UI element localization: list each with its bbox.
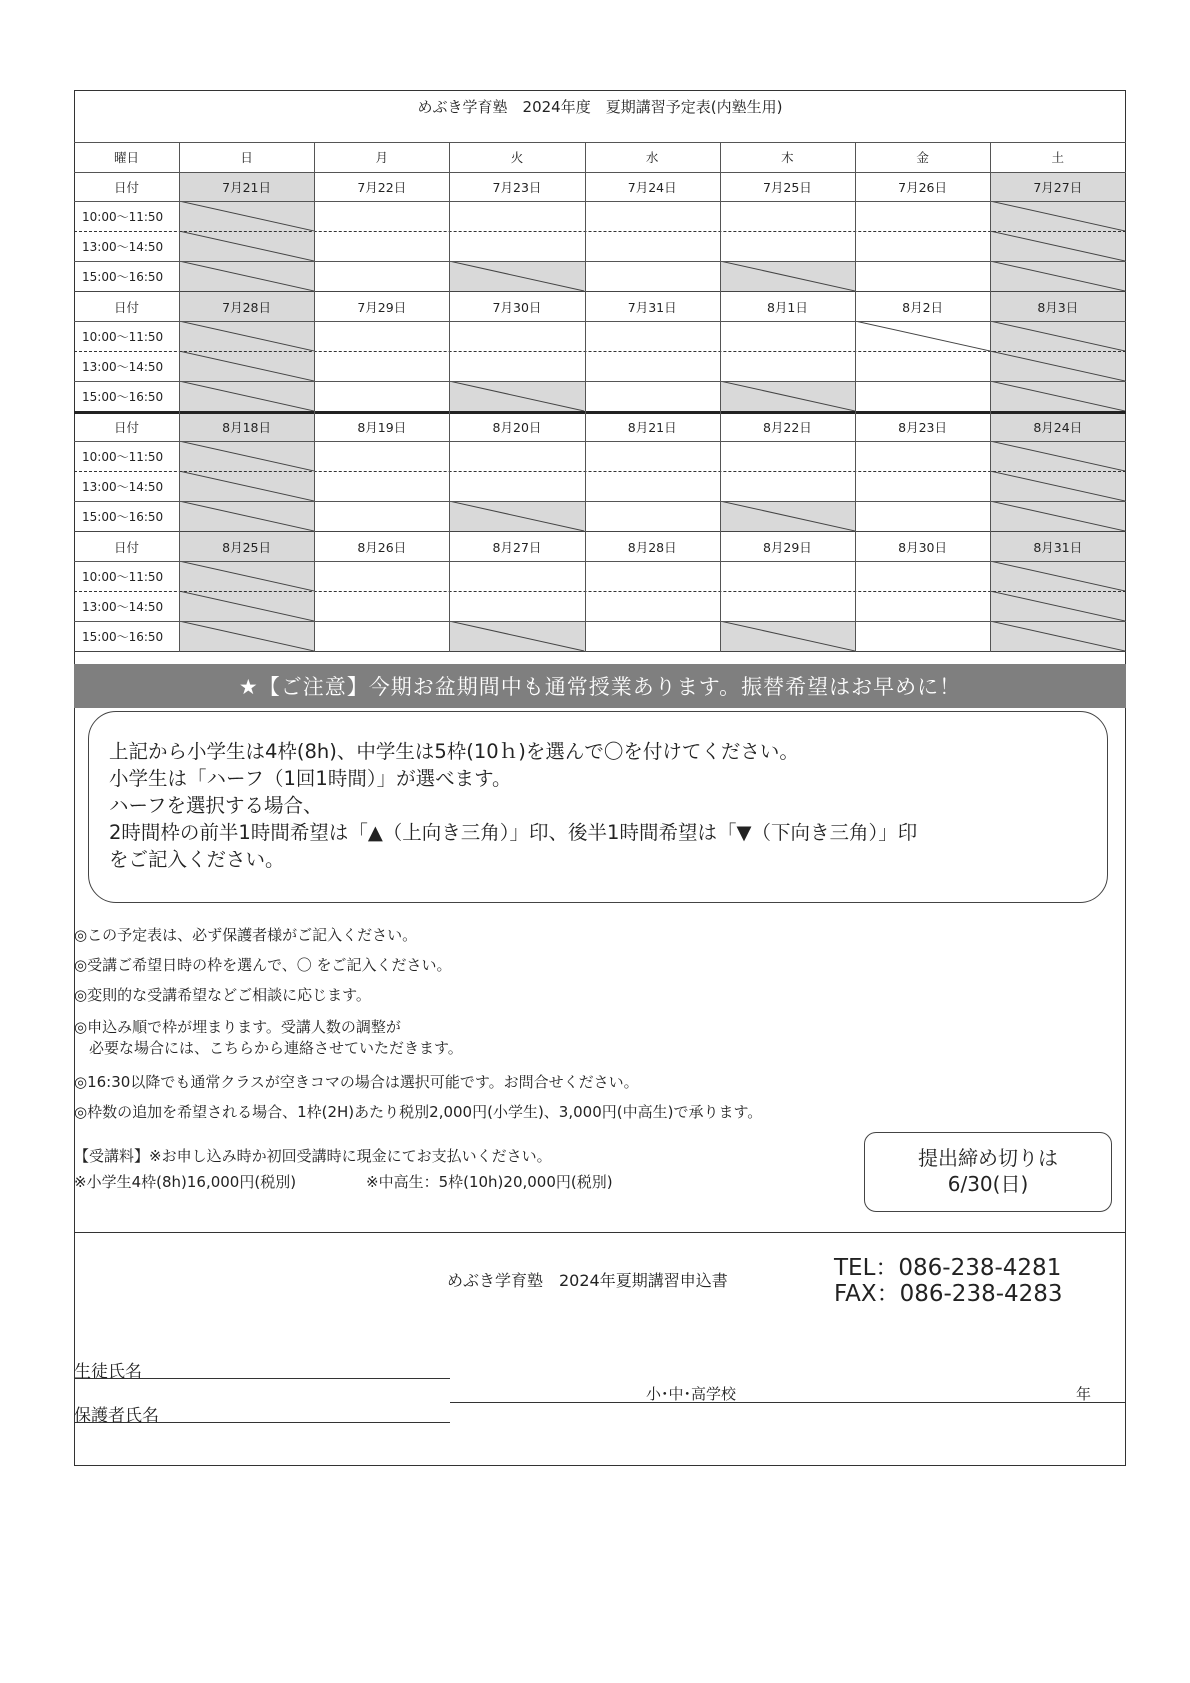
- date-cell: 8月31日: [990, 532, 1125, 561]
- date-cell: 7月28日: [179, 292, 314, 321]
- slash-line: [179, 261, 314, 291]
- grid-column-line: [179, 142, 180, 652]
- guardian-name-line[interactable]: [74, 1422, 450, 1423]
- slash-line: [449, 621, 584, 651]
- closed-slot-slash: [179, 261, 314, 291]
- closed-slot-slash: [179, 591, 314, 621]
- schedule-slot[interactable]: [720, 351, 855, 381]
- day-header: 月: [375, 150, 389, 165]
- fee-elementary: ※小学生4枠(8h)16,000円(税別): [74, 1173, 297, 1191]
- closed-slot-slash: [990, 561, 1125, 591]
- closed-slot-slash: [720, 381, 855, 411]
- slash-line: [179, 591, 314, 621]
- schedule-slot: [449, 381, 584, 411]
- day-header: 日: [240, 150, 253, 165]
- slash-line: [990, 231, 1125, 261]
- time-slot-label: 13:00～14:50: [82, 479, 164, 494]
- slash-line: [179, 621, 314, 651]
- slash-line: [179, 201, 314, 231]
- slash-line: [179, 441, 314, 471]
- grid-column-line: [990, 142, 991, 652]
- schedule-slot[interactable]: [449, 201, 584, 231]
- date-cell: 7月31日: [627, 299, 677, 315]
- grid-line: [74, 201, 1126, 202]
- time-slot-label: 10:00～11:50: [82, 449, 164, 464]
- closed-slot-slash: [179, 381, 314, 411]
- date-row-label: 日付: [113, 179, 139, 195]
- grid-line: [74, 142, 1126, 143]
- closed-slot-slash: [990, 351, 1125, 381]
- closed-slot-slash: [990, 261, 1125, 291]
- time-slot-label: 15:00～16:50: [82, 629, 164, 644]
- instruction-line: 上記から小学生は4枠(8h)、中学生は5枠(10ｈ)を選んで〇を付けてください。: [109, 740, 799, 763]
- grid-line: [74, 531, 1126, 532]
- schedule-slot: [720, 501, 855, 531]
- schedule-slot[interactable]: [314, 561, 449, 591]
- note-item: ◎受講ご希望日時の枠を選んで、〇 をご記入ください。: [74, 956, 452, 974]
- school-grade-line[interactable]: [450, 1402, 1126, 1403]
- date-cell: 7月27日: [990, 172, 1125, 201]
- schedule-slot[interactable]: [855, 501, 990, 531]
- deadline-date: 6/30(日): [947, 1172, 1029, 1196]
- schedule-slot[interactable]: [585, 381, 720, 411]
- slash-line: [179, 471, 314, 501]
- schedule-slot: [179, 381, 314, 411]
- date-cell: 7月22日: [357, 179, 407, 195]
- schedule-slot: [990, 441, 1125, 471]
- grid-line: [74, 261, 1126, 262]
- schedule-slot: [990, 621, 1125, 651]
- schedule-slot[interactable]: [585, 561, 720, 591]
- schedule-slot[interactable]: [314, 381, 449, 411]
- date-cell: 7月25日: [762, 179, 812, 195]
- note-item: ◎枠数の追加を希望される場合、1枠(2H)あたり税別2,000円(小学生)、3,000円(中高生)で承ります。: [74, 1103, 763, 1121]
- date-row-label: 日付: [113, 419, 139, 435]
- closed-slot-slash: [179, 501, 314, 531]
- date-cell: 8月19日: [357, 419, 407, 435]
- grid-line: [74, 231, 1126, 232]
- date-cell: 8月26日: [357, 539, 407, 555]
- closed-slot-slash: [990, 381, 1125, 411]
- closed-slot-slash: [449, 501, 584, 531]
- schedule-slot: [179, 591, 314, 621]
- slash-line: [855, 321, 990, 351]
- schedule-slot[interactable]: [855, 351, 990, 381]
- schedule-slot: [990, 561, 1125, 591]
- slash-line: [449, 261, 584, 291]
- note-item: ◎16:30以降でも通常クラスが空きコマの場合は選択可能です。お問合せください。: [74, 1073, 639, 1091]
- schedule-slot[interactable]: [449, 351, 584, 381]
- grid-line: [74, 441, 1126, 442]
- date-cell: 8月23日: [898, 419, 948, 435]
- schedule-slot[interactable]: [314, 231, 449, 261]
- day-header-corner: 曜日: [113, 150, 139, 165]
- schedule-slot: [990, 591, 1125, 621]
- grid-line: [74, 411, 1126, 414]
- schedule-slot[interactable]: [449, 321, 584, 351]
- schedule-slot[interactable]: [314, 351, 449, 381]
- slash-line: [990, 441, 1125, 471]
- schedule-slot[interactable]: [585, 591, 720, 621]
- fee-note: 【受講料】※お申し込み時か初回受講時に現金にてお支払いください。: [74, 1147, 552, 1165]
- slash-line: [179, 321, 314, 351]
- schedule-slot: [720, 381, 855, 411]
- day-header: 火: [510, 150, 524, 165]
- closed-slot-slash: [990, 441, 1125, 471]
- closed-slot-slash: [179, 231, 314, 261]
- time-slot-label: 10:00～11:50: [82, 209, 164, 224]
- schedule-slot[interactable]: [449, 441, 584, 471]
- slash-line: [990, 261, 1125, 291]
- date-cell: 8月20日: [492, 419, 542, 435]
- instruction-box: [88, 711, 1108, 903]
- closed-slot-slash: [990, 321, 1125, 351]
- grid-line: [74, 651, 1126, 652]
- schedule-slot[interactable]: [449, 471, 584, 501]
- date-cell: 8月28日: [627, 539, 677, 555]
- schedule-slot[interactable]: [720, 441, 855, 471]
- schedule-slot: [990, 321, 1125, 351]
- student-name-line[interactable]: [74, 1378, 450, 1379]
- contact-info: [834, 1255, 1063, 1307]
- schedule-slot[interactable]: [585, 441, 720, 471]
- tel-number: TEL：086-238-4281: [834, 1255, 1062, 1281]
- closed-slot-slash: [720, 621, 855, 651]
- slash-line: [179, 561, 314, 591]
- schedule-slot[interactable]: [855, 201, 990, 231]
- date-cell: 8月21日: [627, 419, 677, 435]
- grid-line: [74, 621, 1126, 622]
- student-name-label: 生徒氏名: [74, 1362, 142, 1382]
- schedule-slot: [179, 621, 314, 651]
- date-cell: 7月23日: [492, 179, 542, 195]
- schedule-slot[interactable]: [585, 351, 720, 381]
- slash-line: [449, 381, 584, 411]
- schedule-slot[interactable]: [720, 201, 855, 231]
- closed-slot-slash: [990, 471, 1125, 501]
- schedule-slot: [990, 231, 1125, 261]
- date-cell: 8月24日: [990, 412, 1125, 441]
- closed-slot-slash: [179, 321, 314, 351]
- day-header: 水: [645, 150, 659, 165]
- closed-slot-slash: [855, 321, 990, 351]
- closed-slot-slash: [179, 471, 314, 501]
- slash-line: [990, 351, 1125, 381]
- slash-line: [990, 201, 1125, 231]
- schedule-slot[interactable]: [314, 621, 449, 651]
- schedule-slot[interactable]: [720, 591, 855, 621]
- schedule-slot[interactable]: [314, 441, 449, 471]
- slash-line: [179, 351, 314, 381]
- schedule-slot: [449, 261, 584, 291]
- closed-slot-slash: [449, 621, 584, 651]
- school-label: 小･中･高学校: [646, 1385, 737, 1403]
- note-item: ◎この予定表は、必ず保護者様がご記入ください。: [74, 926, 418, 944]
- schedule-slot[interactable]: [314, 501, 449, 531]
- schedule-slot[interactable]: [585, 501, 720, 531]
- schedule-slot: [179, 321, 314, 351]
- date-row-label: 日付: [113, 539, 139, 555]
- grid-line: [74, 501, 1126, 502]
- slash-line: [990, 561, 1125, 591]
- closed-slot-slash: [179, 441, 314, 471]
- slash-line: [449, 501, 584, 531]
- time-slot-label: 10:00～11:50: [82, 569, 164, 584]
- grid-column-line: [855, 142, 856, 652]
- slash-line: [179, 231, 314, 261]
- schedule-slot[interactable]: [585, 621, 720, 651]
- notice-banner: ★【ご注意】今期お盆期間中も通常授業あります。振替希望はお早めに！: [74, 664, 1126, 708]
- date-cell: 8月22日: [762, 419, 812, 435]
- closed-slot-slash: [449, 261, 584, 291]
- schedule-slot[interactable]: [855, 261, 990, 291]
- grid-line: [74, 381, 1126, 382]
- schedule-slot[interactable]: [314, 321, 449, 351]
- date-cell: 8月27日: [492, 539, 542, 555]
- slash-line: [990, 321, 1125, 351]
- schedule-slot[interactable]: [855, 441, 990, 471]
- schedule-slot[interactable]: [855, 621, 990, 651]
- grid-line: [74, 321, 1126, 322]
- grid-column-line: [585, 142, 586, 652]
- instruction-line: 2時間枠の前半1時間希望は「▲（上向き三角）」印、後半1時間希望は「▼（下向き三角）」印: [109, 821, 918, 844]
- deadline-box: [864, 1132, 1112, 1212]
- schedule-slot: [179, 261, 314, 291]
- schedule-slot: [179, 351, 314, 381]
- schedule-slot[interactable]: [585, 261, 720, 291]
- grid-line: [74, 172, 1126, 173]
- schedule-slot[interactable]: [585, 321, 720, 351]
- schedule-slot: [179, 441, 314, 471]
- schedule-slot: [990, 501, 1125, 531]
- slash-line: [720, 261, 855, 291]
- schedule-slot: [449, 621, 584, 651]
- slash-line: [720, 381, 855, 411]
- instruction-line: をご記入ください。: [109, 848, 285, 871]
- time-slot-label: 15:00～16:50: [82, 269, 164, 284]
- schedule-slot[interactable]: [449, 561, 584, 591]
- grid-column-line: [449, 142, 450, 652]
- date-cell: 8月2日: [902, 299, 944, 315]
- schedule-slot[interactable]: [720, 561, 855, 591]
- date-cell: 7月26日: [898, 179, 948, 195]
- grid-line: [74, 351, 1126, 352]
- schedule-slot: [179, 561, 314, 591]
- grade-label: 年: [1076, 1385, 1092, 1403]
- date-cell: 8月1日: [766, 299, 808, 315]
- date-cell: 8月18日: [179, 412, 314, 441]
- document-title: めぶき学育塾 2024年度 夏期講習予定表(内塾生用): [417, 98, 783, 116]
- schedule-slot: [179, 201, 314, 231]
- schedule-slot[interactable]: [855, 321, 990, 351]
- schedule-slot: [179, 231, 314, 261]
- closed-slot-slash: [179, 621, 314, 651]
- schedule-slot[interactable]: [585, 201, 720, 231]
- note-item: 必要な場合には、こちらから連絡させていただきます。: [74, 1039, 463, 1057]
- instruction-line: 小学生は「ハーフ（1回1時間）」が選べます。: [109, 767, 512, 790]
- schedule-slot[interactable]: [585, 471, 720, 501]
- grid-line: [74, 591, 1126, 592]
- closed-slot-slash: [990, 201, 1125, 231]
- schedule-slot[interactable]: [449, 591, 584, 621]
- schedule-slot[interactable]: [855, 381, 990, 411]
- time-slot-label: 15:00～16:50: [82, 509, 164, 524]
- date-cell: 7月29日: [357, 299, 407, 315]
- day-header: 土: [1051, 150, 1065, 165]
- schedule-slot: [990, 351, 1125, 381]
- day-header: 木: [781, 150, 794, 165]
- date-cell: 7月21日: [179, 172, 314, 201]
- fee-secondary: ※中高生：5枠(10h)20,000円(税別): [366, 1173, 613, 1191]
- slash-line: [179, 381, 314, 411]
- time-slot-label: 13:00～14:50: [82, 359, 164, 374]
- schedule-slot: [720, 621, 855, 651]
- schedule-slot[interactable]: [855, 231, 990, 261]
- guardian-name-label: 保護者氏名: [74, 1406, 159, 1426]
- deadline-label: 提出締め切りは: [918, 1146, 1058, 1170]
- closed-slot-slash: [720, 261, 855, 291]
- schedule-slot[interactable]: [449, 231, 584, 261]
- date-cell: 7月30日: [492, 299, 542, 315]
- schedule-slot[interactable]: [720, 231, 855, 261]
- schedule-slot: [990, 201, 1125, 231]
- grid-column-line: [314, 142, 315, 652]
- closed-slot-slash: [990, 231, 1125, 261]
- schedule-slot[interactable]: [314, 471, 449, 501]
- slash-line: [990, 501, 1125, 531]
- schedule-slot: [990, 471, 1125, 501]
- schedule-slot[interactable]: [855, 561, 990, 591]
- schedule-slot: [449, 501, 584, 531]
- schedule-slot[interactable]: [314, 261, 449, 291]
- closed-slot-slash: [179, 201, 314, 231]
- section-divider: [74, 1232, 1126, 1233]
- closed-slot-slash: [990, 501, 1125, 531]
- schedule-slot: [179, 471, 314, 501]
- schedule-slot[interactable]: [855, 471, 990, 501]
- schedule-slot[interactable]: [585, 231, 720, 261]
- grid-line: [74, 471, 1126, 472]
- closed-slot-slash: [179, 561, 314, 591]
- closed-slot-slash: [179, 351, 314, 381]
- time-slot-label: 13:00～14:50: [82, 239, 164, 254]
- closed-slot-slash: [449, 381, 584, 411]
- time-slot-label: 13:00～14:50: [82, 599, 164, 614]
- instruction-line: ハーフを選択する場合、: [109, 794, 323, 817]
- schedule-slot[interactable]: [720, 471, 855, 501]
- note-item: ◎申込み順で枠が埋まります。受講人数の調整が: [74, 1018, 401, 1036]
- schedule-table: [74, 142, 1126, 652]
- closed-slot-slash: [990, 621, 1125, 651]
- date-cell: 8月25日: [179, 532, 314, 561]
- day-header: 金: [916, 150, 929, 165]
- slash-line: [990, 381, 1125, 411]
- date-cell: 8月29日: [762, 539, 812, 555]
- schedule-slot[interactable]: [855, 591, 990, 621]
- date-cell: 7月24日: [627, 179, 677, 195]
- schedule-slot[interactable]: [720, 321, 855, 351]
- grid-line: [74, 561, 1126, 562]
- fax-number: FAX：086-238-4283: [834, 1281, 1063, 1307]
- closed-slot-slash: [720, 501, 855, 531]
- slash-line: [720, 501, 855, 531]
- closed-slot-slash: [990, 591, 1125, 621]
- schedule-slot: [720, 261, 855, 291]
- note-item: ◎変則的な受講希望などご相談に応じます。: [74, 986, 371, 1004]
- date-row-label: 日付: [113, 299, 139, 315]
- time-slot-label: 10:00～11:50: [82, 329, 164, 344]
- slash-line: [990, 591, 1125, 621]
- grid-column-line: [720, 142, 721, 652]
- slash-line: [990, 471, 1125, 501]
- slash-line: [720, 621, 855, 651]
- application-title: めぶき学育塾 2024年夏期講習申込書: [447, 1271, 728, 1290]
- slash-line: [990, 621, 1125, 651]
- schedule-slot: [990, 381, 1125, 411]
- grid-line: [74, 291, 1126, 292]
- schedule-slot[interactable]: [314, 591, 449, 621]
- date-cell: 8月30日: [898, 539, 948, 555]
- time-slot-label: 15:00～16:50: [82, 389, 164, 404]
- schedule-slot: [179, 501, 314, 531]
- slash-line: [179, 501, 314, 531]
- schedule-slot[interactable]: [314, 201, 449, 231]
- schedule-slot: [990, 261, 1125, 291]
- date-cell: 8月3日: [990, 292, 1125, 321]
